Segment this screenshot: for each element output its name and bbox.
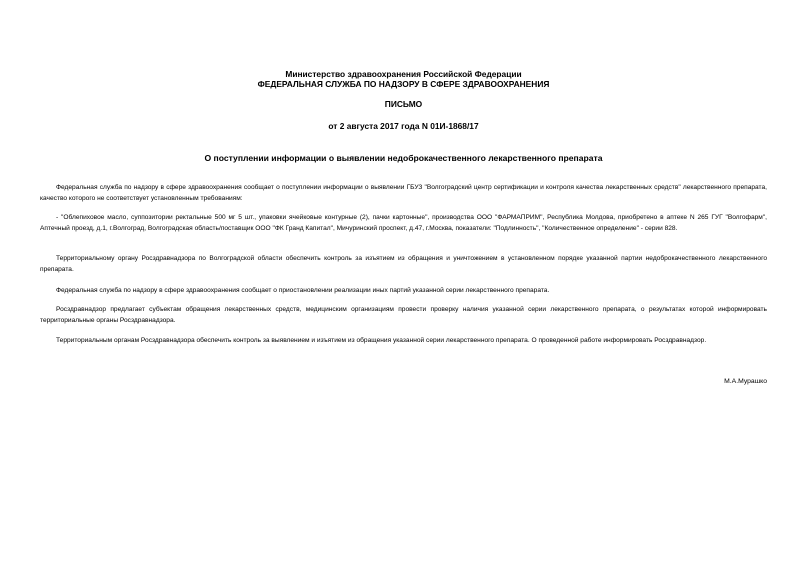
paragraph-1: Федеральная служба по надзору в сфере здравоохранения сообщает о поступлении информации о выявлении ГБУЗ "Волгоградский центр сертификации и контроля качества лекарственных средств" лекарственного препарата, качество которого не соответствует установленным требованиям: bbox=[40, 184, 767, 202]
document-title: О поступлении информации о выявлении недоброкачественного лекарственного препарата bbox=[204, 153, 603, 163]
signature: М.А.Мурашко bbox=[724, 378, 767, 385]
document-type: ПИСЬМО bbox=[384, 99, 423, 109]
ministry-name: Министерство здравоохранения Российской Федерации bbox=[285, 69, 522, 79]
paragraph-4: Федеральная служба по надзору в сфере здравоохранения сообщает о приостановлении реализации иных партий указанной серии лекарственного препарата. bbox=[56, 287, 550, 294]
paragraph-2: - "Облепиховое масло, суппозитории ректальные 500 мг 5 шт., упаковки ячейковые контурные (2), пачки картонные", производства ООО "ФАРМАПРИМ", Республика Молдова, приобретено в аптеке N 265 ГУГ "Волгофарм", Аптечный проезд, д.1, г.Волгоград, Волгоградская область/поставщик ООО "ФК Гранд Капитал", Мичуринский проспект, д.47, г.Москва, показатели: "Подлинность", "Количественное определение" - серии 828. bbox=[40, 214, 767, 232]
service-name: ФЕДЕРАЛЬНАЯ СЛУЖБА ПО НАДЗОРУ В СФЕРЕ ЗДРАВООХРАНЕНИЯ bbox=[257, 79, 550, 89]
paragraph-3: Территориальному органу Росздравнадзора по Волгоградской области обеспечить контроль за изъятием из обращения и уничтожением в установленном порядке указанной партии недоброкачественного лекарственного препарата. bbox=[40, 255, 767, 273]
paragraph-5: Росздравнадзор предлагает субъектам обращения лекарственных средств, медицинским организациям провести проверку наличия указанной серии лекарственного препарата, о результатах которой информировать территориальные органы Росздравнадзора. bbox=[40, 306, 767, 324]
document-date-number: от 2 августа 2017 года N 01И-1868/17 bbox=[328, 121, 479, 131]
paragraph-6: Территориальным органам Росздравнадзора обеспечить контроль за выявлением и изъятием из обращения указанной серии лекарственного препарата. О проведенной работе информировать Росздравнадзор. bbox=[56, 337, 707, 344]
